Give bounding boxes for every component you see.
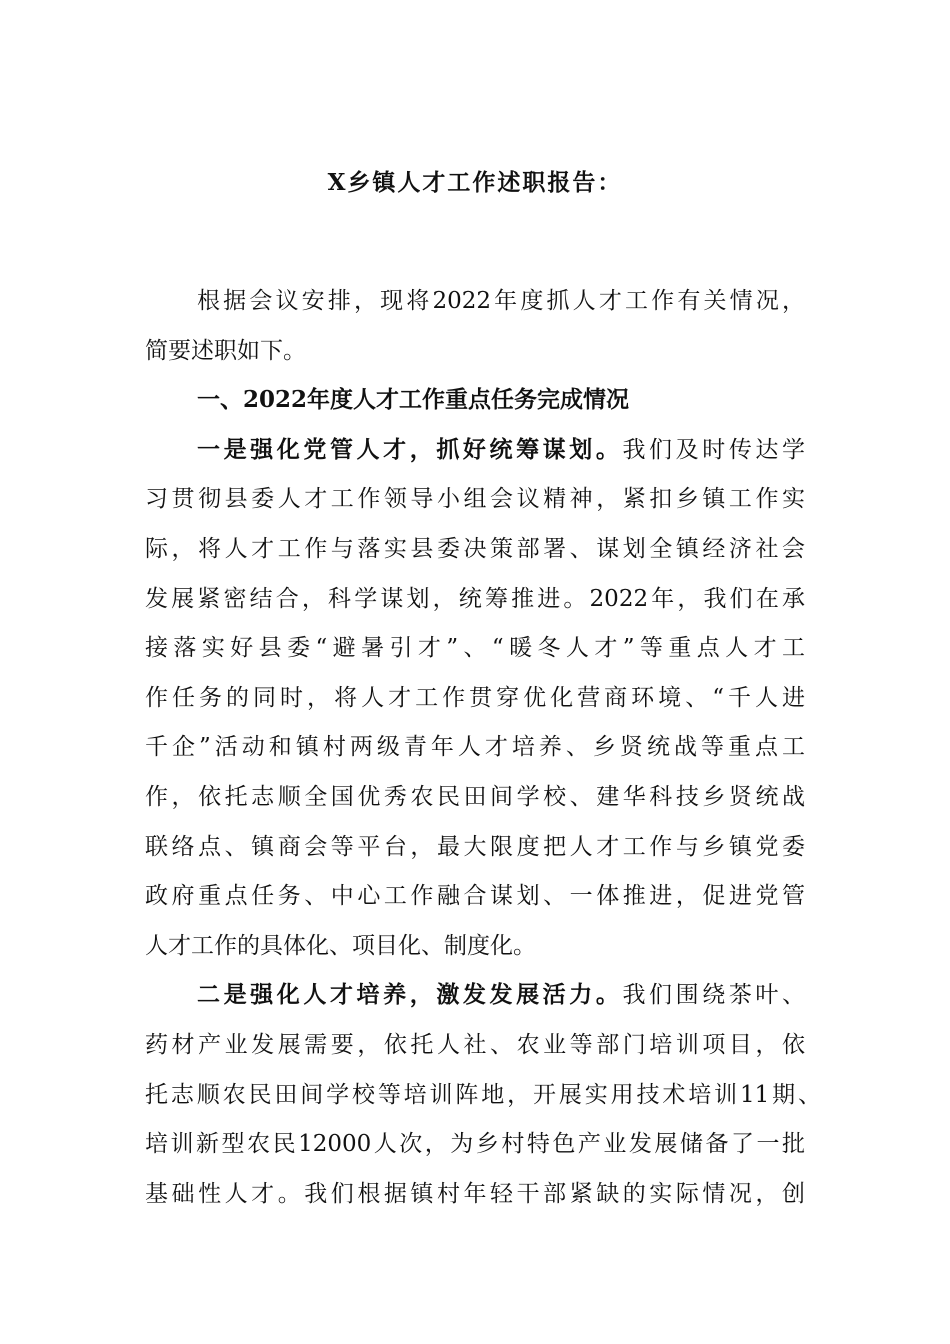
paragraph-line: 二是强化人才培养，激发发展活力。我们围绕茶叶、 <box>197 981 806 1009</box>
paragraph-line: 根据会议安排，现将2022年度抓人才工作有关情况， <box>197 288 805 314</box>
paragraph-line: 培训新型农民12000人次，为乡村特色产业发展储备了一批 <box>145 1131 805 1158</box>
paragraph-line: 托志顺农民田间学校等培训阵地，开展实用技术培训11期、 <box>145 1081 821 1108</box>
paragraph-line: 一是强化党管人才，抓好统筹谋划。我们及时传达学 <box>197 435 806 463</box>
paragraph-line: 接落实好县委“避暑引才”、“暖冬人才”等重点人才工 <box>145 635 805 662</box>
paragraph-line: 作，依托志顺全国优秀农民田间学校、建华科技乡贤统战 <box>145 783 805 810</box>
paragraph-line: 千企”活动和镇村两级青年人才培养、乡贤统战等重点工 <box>145 734 805 761</box>
paragraph-line: 药材产业发展需要，依托人社、农业等部门培训项目，依 <box>145 1031 805 1058</box>
paragraph-line: 作任务的同时，将人才工作贯穿优化营商环境、“千人进 <box>145 684 805 711</box>
paragraph-line: 习贯彻县委人才工作领导小组会议精神，紧扣乡镇工作实 <box>145 486 805 513</box>
paragraph-line: 基础性人才。我们根据镇村年轻干部紧缺的实际情况，创 <box>145 1180 805 1207</box>
paragraph-line: 际，将人才工作与落实县委决策部署、谋划全镇经济社会 <box>145 535 805 562</box>
section-heading: 一、2022年度人才工作重点任务完成情况 <box>197 386 630 414</box>
paragraph-line: 人才工作的具体化、项目化、制度化。 <box>145 932 536 959</box>
document-body <box>145 276 821 1218</box>
paragraph-line: 联络点、镇商会等平台，最大限度把人才工作与乡镇党委 <box>145 833 805 860</box>
paragraph-line: 简要述职如下。 <box>145 337 306 364</box>
paragraph-line: 政府重点任务、中心工作融合谋划、一体推进，促进党管 <box>145 883 805 910</box>
document-title: X乡镇人才工作述职报告： <box>327 169 623 196</box>
paragraph-line: 发展紧密结合，科学谋划，统筹推进。2022年，我们在承 <box>145 585 805 612</box>
